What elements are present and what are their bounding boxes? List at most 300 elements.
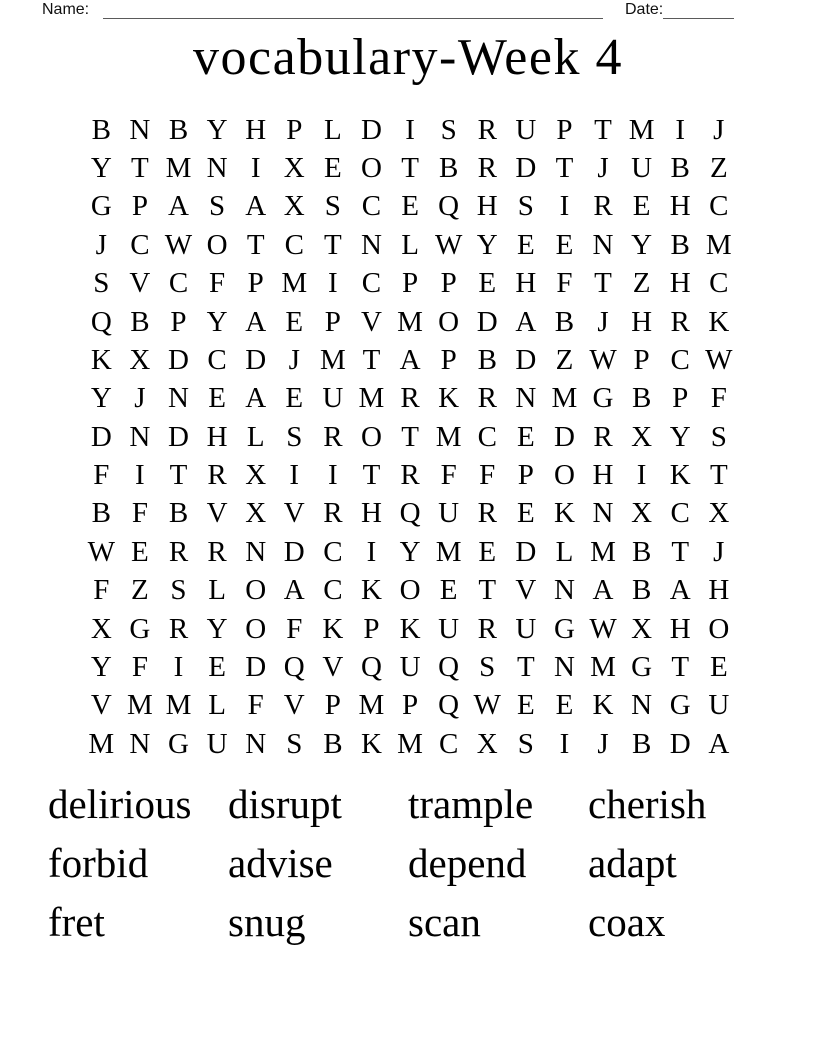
grid-letter: V — [360, 305, 382, 338]
grid-letter: K — [592, 689, 614, 722]
grid-letter: J — [134, 382, 146, 415]
grid-letter: T — [594, 267, 612, 300]
grid-letter: F — [93, 574, 110, 607]
grid-letter: Z — [131, 574, 149, 607]
grid-letter: D — [553, 420, 575, 453]
grid-letter: D — [283, 535, 305, 568]
word-search-grid — [82, 111, 738, 763]
word-list-item: snug — [228, 899, 306, 945]
word-list-item: adapt — [588, 840, 677, 886]
grid-letter: F — [440, 459, 457, 492]
grid-letter: N — [515, 382, 537, 415]
grid-letter: G — [129, 612, 151, 645]
grid-letter: N — [129, 113, 151, 146]
grid-letter: M — [88, 727, 115, 760]
grid-letter: B — [323, 727, 343, 760]
grid-letter: D — [245, 650, 267, 683]
grid-letter: L — [324, 113, 342, 146]
word-list-item: cherish — [588, 781, 707, 827]
grid-letter: P — [672, 382, 689, 415]
grid-letter: P — [286, 113, 303, 146]
grid-letter: B — [168, 113, 189, 146]
grid-letter: I — [366, 535, 377, 568]
grid-letter: F — [131, 650, 148, 683]
grid-letter: E — [439, 574, 458, 607]
grid-letter: L — [555, 535, 574, 568]
grid-letter: X — [631, 420, 653, 453]
grid-letter: T — [401, 420, 419, 453]
grid-letter: P — [401, 267, 419, 300]
grid-letter: U — [322, 382, 344, 415]
grid-letter: R — [477, 152, 497, 185]
grid-letter: B — [670, 228, 690, 261]
grid-letter: K — [360, 574, 382, 607]
grid-letter: T — [516, 650, 535, 683]
grid-letter: U — [515, 113, 537, 146]
grid-letter: R — [477, 612, 497, 645]
grid-letter: R — [400, 459, 420, 492]
grid-letter: N — [129, 420, 151, 453]
grid-letter: O — [360, 420, 382, 453]
name-label: Name: — [42, 1, 90, 18]
grid-letter: A — [245, 305, 267, 338]
grid-letter: P — [363, 612, 380, 645]
grid-letter: M — [435, 535, 462, 568]
grid-letter: K — [90, 343, 112, 376]
grid-letter: Z — [555, 343, 574, 376]
grid-letter: J — [288, 343, 300, 376]
grid-letter: D — [168, 343, 189, 376]
grid-letter: F — [286, 612, 303, 645]
grid-letter: G — [168, 727, 189, 760]
grid-letter: K — [360, 727, 382, 760]
grid-letter: E — [555, 689, 574, 722]
grid-letter: T — [401, 152, 419, 185]
grid-letter: I — [675, 113, 686, 146]
grid-letter: E — [401, 190, 419, 223]
grid-letter: C — [323, 535, 343, 568]
date-write-line — [663, 18, 734, 19]
grid-letter: X — [708, 497, 730, 530]
grid-letter: K — [553, 497, 575, 530]
grid-letter: Y — [90, 650, 112, 683]
word-list-item: delirious — [48, 781, 192, 827]
grid-letter: H — [476, 190, 498, 223]
grid-letter: S — [93, 267, 110, 300]
grid-letter: N — [168, 382, 189, 415]
grid-letter: P — [633, 343, 650, 376]
grid-letter: Q — [438, 689, 460, 722]
grid-letter: X — [90, 612, 112, 645]
grid-letter: O — [245, 574, 267, 607]
grid-letter: Q — [438, 650, 460, 683]
grid-letter: S — [170, 574, 187, 607]
grid-letter: S — [440, 113, 457, 146]
grid-letter: Y — [669, 420, 691, 453]
grid-letter: B — [438, 152, 459, 185]
grid-letter: T — [362, 343, 381, 376]
word-list-item: depend — [408, 840, 527, 886]
grid-letter: M — [165, 152, 192, 185]
grid-letter: U — [206, 727, 228, 760]
grid-letter: V — [129, 267, 151, 300]
grid-letter: B — [670, 152, 690, 185]
grid-letter: P — [440, 267, 457, 300]
grid-letter: T — [478, 574, 497, 607]
grid-letter: R — [207, 459, 227, 492]
grid-letter: V — [283, 689, 305, 722]
grid-letter: C — [130, 228, 150, 261]
grid-letter: D — [90, 420, 112, 453]
grid-letter: K — [322, 612, 344, 645]
grid-letter: B — [631, 535, 652, 568]
grid-letter: O — [245, 612, 267, 645]
grid-letter: I — [328, 459, 338, 492]
grid-letter: X — [245, 459, 267, 492]
grid-letter: I — [559, 727, 570, 760]
grid-letter: R — [168, 535, 189, 568]
grid-letter: U — [438, 612, 460, 645]
grid-letter: N — [206, 152, 228, 185]
grid-letter: L — [246, 420, 265, 453]
grid-letter: R — [477, 497, 497, 530]
grid-letter: H — [592, 459, 614, 492]
grid-letter: E — [709, 650, 728, 683]
grid-letter: V — [515, 574, 537, 607]
word-list-item: fret — [48, 899, 105, 945]
grid-letter: M — [435, 420, 462, 453]
grid-letter: V — [90, 689, 112, 722]
grid-letter: R — [323, 420, 343, 453]
grid-letter: B — [631, 574, 652, 607]
grid-letter: N — [592, 497, 614, 530]
grid-letter: U — [438, 497, 460, 530]
grid-letter: R — [477, 382, 497, 415]
grid-letter: M — [281, 267, 308, 300]
grid-letter: Y — [476, 228, 498, 261]
grid-letter: U — [399, 650, 421, 683]
grid-letter: N — [553, 650, 575, 683]
grid-letter: I — [250, 152, 261, 185]
grid-letter: X — [129, 343, 151, 376]
grid-letter: M — [705, 228, 732, 261]
grid-letter: T — [169, 459, 188, 492]
grid-letter: D — [515, 535, 537, 568]
grid-letter: F — [479, 459, 496, 492]
grid-letter: V — [206, 497, 228, 530]
puzzle-title: vocabulary-Week 4 — [193, 29, 623, 86]
grid-letter: M — [590, 650, 616, 683]
grid-letter: G — [553, 612, 575, 645]
grid-letter: C — [438, 727, 459, 760]
grid-letter: T — [594, 113, 612, 146]
grid-letter: A — [592, 574, 614, 607]
grid-letter: M — [397, 727, 423, 760]
grid-letter: E — [516, 689, 535, 722]
grid-letter: B — [91, 113, 111, 146]
grid-letter: P — [131, 190, 148, 223]
grid-letter: S — [517, 190, 534, 223]
grid-letter: E — [208, 382, 226, 415]
grid-letter: H — [669, 267, 691, 300]
grid-letter: B — [477, 343, 497, 376]
grid-letter: P — [401, 689, 419, 722]
grid-letter: M — [358, 689, 385, 722]
grid-letter: G — [631, 650, 653, 683]
grid-letter: D — [669, 727, 691, 760]
word-list — [48, 780, 768, 957]
grid-letter: K — [438, 382, 460, 415]
grid-letter: X — [476, 727, 498, 760]
grid-letter: Y — [206, 113, 228, 146]
grid-letter: R — [168, 612, 189, 645]
grid-letter: D — [515, 343, 537, 376]
grid-letter: S — [479, 650, 496, 683]
grid-letter: O — [206, 228, 228, 261]
grid-letter: P — [556, 113, 573, 146]
grid-letter: X — [631, 612, 653, 645]
grid-letter: S — [324, 190, 341, 223]
grid-letter: K — [669, 459, 691, 492]
grid-letter: C — [670, 497, 690, 530]
word-list-item: advise — [228, 840, 333, 886]
grid-letter: M — [358, 382, 385, 415]
grid-letter: C — [361, 267, 382, 300]
grid-letter: Y — [399, 535, 421, 568]
grid-letter: N — [360, 228, 382, 261]
grid-letter: L — [208, 574, 226, 607]
grid-letter: N — [631, 689, 653, 722]
grid-letter: M — [165, 689, 192, 722]
grid-letter: P — [324, 689, 341, 722]
grid-letter: B — [554, 305, 575, 338]
grid-letter: J — [597, 305, 609, 338]
grid-letter: U — [631, 152, 653, 185]
grid-letter: Q — [438, 190, 460, 223]
grid-letter: Q — [360, 650, 382, 683]
grid-letter: F — [209, 267, 226, 300]
grid-letter: B — [91, 497, 111, 530]
grid-letter: Z — [709, 152, 728, 185]
grid-letter: I — [135, 459, 145, 492]
grid-letter: H — [515, 267, 537, 300]
grid-letter: C — [168, 267, 189, 300]
grid-letter: P — [170, 305, 187, 338]
grid-letter: H — [708, 574, 730, 607]
grid-letter: K — [708, 305, 730, 338]
grid-letter: W — [705, 343, 733, 376]
grid-letter: F — [247, 689, 264, 722]
grid-letter: H — [631, 305, 653, 338]
grid-letter: X — [245, 497, 267, 530]
grid-letter: J — [95, 228, 107, 261]
grid-letter: T — [671, 535, 690, 568]
grid-letter: A — [283, 574, 305, 607]
grid-letter: J — [713, 113, 725, 146]
grid-letter: H — [669, 190, 691, 223]
grid-letter: M — [397, 305, 423, 338]
grid-letter: F — [710, 382, 727, 415]
grid-letter: T — [555, 152, 574, 185]
grid-letter: N — [129, 727, 151, 760]
grid-letter: T — [709, 459, 728, 492]
grid-letter: N — [245, 535, 267, 568]
grid-letter: R — [400, 382, 420, 415]
grid-letter: C — [207, 343, 227, 376]
grid-letter: B — [631, 727, 652, 760]
grid-letter: I — [636, 459, 647, 492]
grid-letter: Q — [399, 497, 421, 530]
grid-letter: J — [713, 535, 725, 568]
grid-letter: Y — [631, 228, 653, 261]
grid-letter: E — [478, 267, 497, 300]
grid-letter: C — [709, 267, 729, 300]
grid-letter: L — [401, 228, 419, 261]
grid-letter: U — [708, 689, 730, 722]
grid-letter: Y — [90, 382, 112, 415]
grid-letter: P — [517, 459, 534, 492]
grid-letter: W — [589, 612, 617, 645]
grid-letter: A — [245, 382, 267, 415]
grid-letter: I — [559, 190, 570, 223]
grid-letter: I — [405, 113, 415, 146]
grid-letter: M — [590, 535, 616, 568]
grid-letter: E — [516, 420, 535, 453]
grid-letter: S — [286, 420, 303, 453]
grid-letter: Y — [206, 612, 228, 645]
grid-letter: E — [285, 382, 304, 415]
grid-letter: U — [515, 612, 537, 645]
grid-letter: D — [515, 152, 537, 185]
grid-letter: H — [360, 497, 382, 530]
grid-letter: O — [553, 459, 575, 492]
grid-letter: E — [131, 535, 149, 568]
grid-letter: L — [208, 689, 226, 722]
grid-letter: A — [399, 343, 421, 376]
grid-letter: R — [477, 113, 497, 146]
grid-letter: M — [628, 113, 655, 146]
grid-letter: Q — [90, 305, 112, 338]
grid-letter: F — [93, 459, 110, 492]
grid-letter: X — [283, 190, 305, 223]
grid-letter: C — [477, 420, 497, 453]
grid-letter: B — [130, 305, 150, 338]
grid-letter: I — [289, 459, 300, 492]
grid-letter: P — [247, 267, 264, 300]
grid-letter: A — [515, 305, 537, 338]
grid-letter: C — [361, 190, 382, 223]
grid-letter: O — [708, 612, 730, 645]
grid-letter: J — [597, 152, 609, 185]
grid-letter: T — [671, 650, 690, 683]
grid-letter: A — [168, 190, 189, 223]
grid-letter: V — [283, 497, 305, 530]
grid-letter: S — [710, 420, 727, 453]
grid-letter: T — [362, 459, 381, 492]
grid-letter: O — [438, 305, 460, 338]
grid-letter: A — [245, 190, 267, 223]
word-list-item: scan — [408, 899, 481, 945]
grid-letter: N — [245, 727, 267, 760]
grid-letter: P — [440, 343, 457, 376]
word-list-item: disrupt — [228, 781, 342, 827]
grid-letter: V — [322, 650, 344, 683]
grid-letter: R — [323, 497, 343, 530]
grid-letter: B — [631, 382, 652, 415]
grid-letter: H — [669, 612, 691, 645]
grid-letter: C — [709, 190, 729, 223]
grid-letter: T — [324, 228, 342, 261]
grid-letter: A — [669, 574, 691, 607]
grid-letter: S — [517, 727, 534, 760]
grid-letter: X — [631, 497, 653, 530]
grid-letter: D — [360, 113, 382, 146]
grid-letter: G — [90, 190, 112, 223]
grid-letter: X — [283, 152, 305, 185]
grid-letter: E — [632, 190, 651, 223]
grid-letter: E — [555, 228, 574, 261]
grid-letter: P — [324, 305, 341, 338]
grid-letter: A — [708, 727, 730, 760]
grid-letter: E — [478, 535, 497, 568]
grid-letter: W — [164, 228, 193, 261]
grid-letter: M — [551, 382, 578, 415]
grid-letter: G — [592, 382, 614, 415]
grid-letter: R — [593, 420, 613, 453]
grid-letter: H — [245, 113, 267, 146]
grid-letter: H — [206, 420, 228, 453]
grid-letter: E — [285, 305, 304, 338]
grid-letter: G — [669, 689, 691, 722]
grid-letter: C — [323, 574, 343, 607]
grid-letter: R — [593, 190, 613, 223]
grid-letter: E — [324, 152, 342, 185]
grid-letter: R — [670, 305, 690, 338]
date-label: Date: — [625, 1, 664, 18]
grid-letter: D — [168, 420, 189, 453]
grid-letter: T — [246, 228, 265, 261]
grid-letter: C — [670, 343, 690, 376]
grid-letter: B — [168, 497, 189, 530]
grid-letter: N — [592, 228, 614, 261]
grid-letter: E — [516, 497, 535, 530]
grid-letter: S — [209, 190, 226, 223]
grid-letter: N — [553, 574, 575, 607]
grid-letter: Q — [283, 650, 305, 683]
grid-letter: F — [131, 497, 148, 530]
grid-letter: R — [207, 535, 227, 568]
grid-letter: W — [87, 535, 115, 568]
grid-letter: E — [208, 650, 226, 683]
name-write-line — [103, 18, 603, 19]
grid-letter: Y — [206, 305, 228, 338]
grid-letter: T — [131, 152, 149, 185]
grid-letter: O — [360, 152, 382, 185]
grid-letter: I — [173, 650, 184, 683]
grid-letter: S — [286, 727, 303, 760]
grid-letter: C — [284, 228, 304, 261]
grid-letter: M — [126, 689, 153, 722]
grid-letter: F — [556, 267, 573, 300]
grid-letter: D — [245, 343, 267, 376]
grid-letter: W — [434, 228, 463, 261]
grid-letter: W — [589, 343, 617, 376]
grid-letter: W — [473, 689, 501, 722]
grid-letter: D — [476, 305, 498, 338]
grid-letter: O — [399, 574, 421, 607]
word-list-item: forbid — [48, 840, 149, 886]
word-list-item: coax — [588, 899, 666, 945]
